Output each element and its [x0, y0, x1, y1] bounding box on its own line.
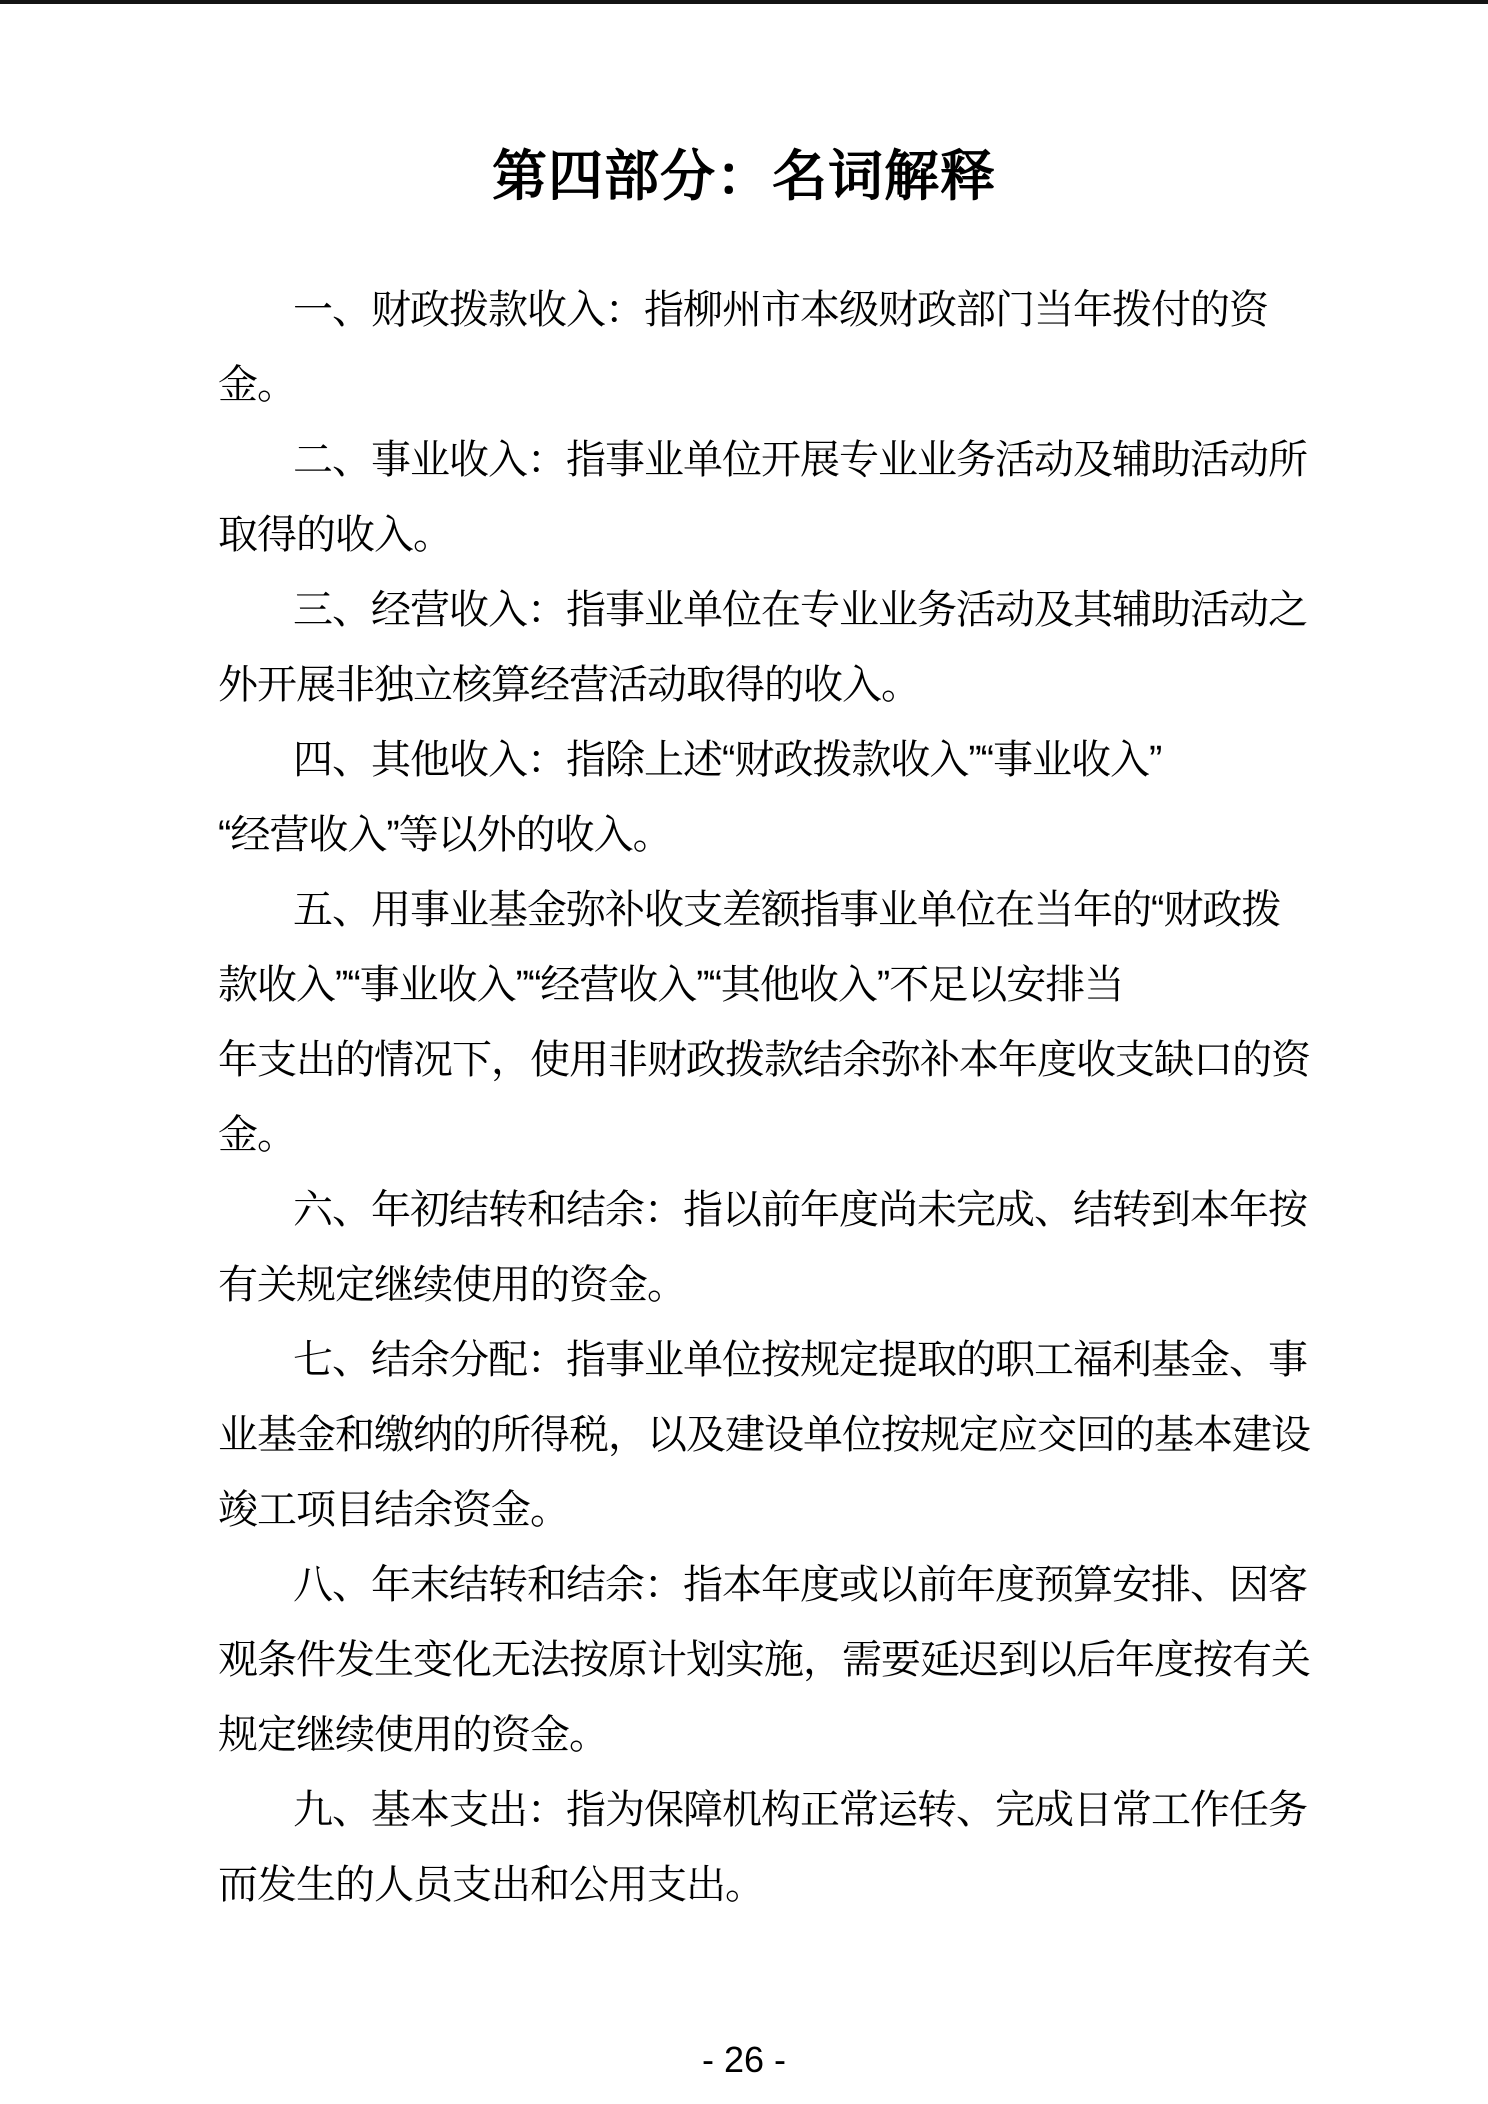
paragraph-4-line-2: “经营收入”等以外的收入。: [218, 813, 672, 857]
paragraph-4-line-1: 四、其他收入：指除上述“财政拨款收入”“事业收入”: [293, 738, 1162, 782]
paragraph-6-line-1: 六、年初结转和结余：指以前年度尚未完成、结转到本年按: [293, 1188, 1307, 1232]
top-border: [0, 0, 1488, 4]
page-number: - 26 -: [701, 2039, 787, 2080]
paragraph-7-line-2: 业基金和缴纳的所得税，以及建设单位按规定应交回的基本建设: [218, 1413, 1310, 1457]
paragraph-5-line-3: 年支出的情况下，使用非财政拨款结余弥补本年度收支缺口的资: [218, 1038, 1310, 1082]
paragraph-8-line-2: 观条件发生变化无法按原计划实施，需要延迟到以后年度按有关: [218, 1638, 1310, 1682]
paragraph-8-line-3: 规定继续使用的资金。: [218, 1713, 608, 1757]
paragraph-7-line-3: 竣工项目结余资金。: [218, 1488, 569, 1532]
paragraph-7-line-1: 七、结余分配：指事业单位按规定提取的职工福利基金、事: [293, 1338, 1307, 1382]
paragraph-5-line-1: 五、用事业基金弥补收支差额指事业单位在当年的“财政拨: [293, 888, 1281, 932]
paragraph-9-line-1: 九、基本支出：指为保障机构正常运转、完成日常工作任务: [293, 1788, 1307, 1832]
document-body: [218, 273, 1308, 1923]
paragraph-5-line-4: 金。: [218, 1113, 296, 1157]
paragraph-9-line-2: 而发生的人员支出和公用支出。: [218, 1863, 764, 1907]
paragraph-2-line-2: 取得的收入。: [218, 513, 452, 557]
paragraph-5-line-2: 款收入”“事业收入”“经营收入”“其他收入”不足以安排当: [218, 963, 1124, 1007]
paragraph-2-line-1: 二、事业收入：指事业单位开展专业业务活动及辅助活动所: [293, 438, 1307, 482]
paragraph-8-line-1: 八、年末结转和结余：指本年度或以前年度预算安排、因客: [293, 1563, 1307, 1607]
page-title: 第四部分：名词解释: [491, 145, 996, 207]
paragraph-3-line-2: 外开展非独立核算经营活动取得的收入。: [218, 663, 920, 707]
paragraph-1-line-1: 一、财政拨款收入：指柳州市本级财政部门当年拨付的资: [293, 288, 1268, 332]
paragraph-1-line-2: 金。: [218, 363, 296, 407]
paragraph-3-line-1: 三、经营收入：指事业单位在专业业务活动及其辅助活动之: [293, 588, 1307, 632]
paragraph-6-line-2: 有关规定继续使用的资金。: [218, 1263, 686, 1307]
